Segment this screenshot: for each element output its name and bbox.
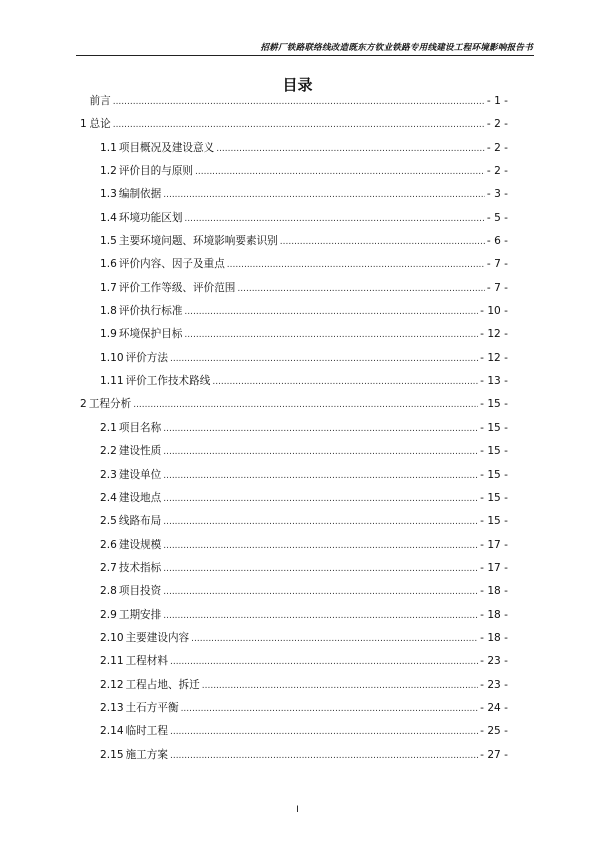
toc-entry-page: - 25 - bbox=[480, 725, 508, 738]
toc-entry[interactable] bbox=[80, 325, 508, 348]
toc-entry-number: 2.12 bbox=[100, 678, 124, 691]
toc-entry-label: 主要环境问题、环境影响要素识别 bbox=[118, 235, 278, 248]
toc-dot-leader bbox=[216, 140, 485, 159]
toc-entry-number: 1.3 bbox=[100, 188, 117, 201]
toc-entry-page: - 12 - bbox=[480, 351, 508, 364]
toc-entry-label: 土石方平衡 bbox=[125, 701, 179, 714]
toc-entry-number: 2.8 bbox=[100, 585, 117, 598]
toc-dot-leader bbox=[181, 700, 479, 719]
toc-entry-number: 1.5 bbox=[100, 235, 117, 248]
toc-entry[interactable] bbox=[80, 746, 508, 769]
toc-entry-number: 2.10 bbox=[100, 631, 124, 644]
toc-entry[interactable] bbox=[80, 512, 508, 535]
toc-dot-leader bbox=[163, 467, 478, 486]
toc-entry[interactable] bbox=[80, 395, 508, 418]
toc-entry-page: - 17 - bbox=[480, 538, 508, 551]
footer-page-number: I bbox=[296, 805, 299, 815]
toc-entry-page: - 2 - bbox=[486, 118, 508, 131]
toc-entry-label: 评价工作技术路线 bbox=[125, 375, 211, 388]
toc-entry-page: - 15 - bbox=[480, 421, 508, 434]
toc-dot-leader bbox=[227, 256, 485, 275]
running-header: 招耕厂铁路联络线改造既东方钦业铁路专用线建设工程环境影响报告书 bbox=[260, 43, 533, 53]
toc-dot-leader bbox=[170, 723, 478, 742]
toc-entry-number: 1.1 bbox=[100, 141, 117, 154]
toc-entry[interactable] bbox=[80, 489, 508, 512]
toc-entry[interactable] bbox=[80, 699, 508, 722]
toc-entry-page: - 10 - bbox=[480, 305, 508, 318]
toc-entry-page: - 24 - bbox=[480, 701, 508, 714]
toc-entry-label: 总论 bbox=[89, 118, 111, 131]
toc-entry-number: 2.5 bbox=[100, 515, 117, 528]
toc-entry[interactable] bbox=[80, 582, 508, 605]
toc-entry-number: 2.13 bbox=[100, 701, 124, 714]
toc-dot-leader bbox=[163, 560, 478, 579]
toc-entry-label: 项目概况及建设意义 bbox=[118, 141, 215, 154]
toc-entry-label: 临时工程 bbox=[125, 725, 168, 738]
toc-entry-number: 1.2 bbox=[100, 165, 117, 178]
toc-dot-leader bbox=[163, 607, 478, 626]
toc-entry-number: 2 bbox=[80, 398, 87, 411]
toc-entry-page: - 1 - bbox=[486, 95, 508, 107]
toc-entry-number: 2.6 bbox=[100, 538, 117, 551]
toc-entry-label: 评价执行标准 bbox=[118, 305, 183, 318]
toc-entry-number: 2.11 bbox=[100, 655, 124, 668]
toc-dot-leader bbox=[237, 280, 484, 299]
toc-entry-number: 1.4 bbox=[100, 211, 117, 224]
toc-entry[interactable] bbox=[80, 302, 508, 325]
toc-entry-label: 工程材料 bbox=[125, 655, 168, 668]
table-of-contents bbox=[80, 92, 508, 769]
toc-entry[interactable] bbox=[80, 722, 508, 745]
toc-entry[interactable] bbox=[80, 162, 508, 185]
toc-entry[interactable] bbox=[80, 419, 508, 442]
toc-dot-leader bbox=[163, 420, 478, 439]
toc-entry-number: 1 bbox=[80, 118, 87, 131]
toc-dot-leader bbox=[170, 350, 478, 369]
toc-entry[interactable] bbox=[80, 372, 508, 395]
toc-entry[interactable] bbox=[80, 349, 508, 372]
toc-title: 目录 bbox=[282, 76, 313, 94]
toc-dot-leader bbox=[195, 163, 485, 182]
toc-entry[interactable] bbox=[80, 466, 508, 489]
toc-dot-leader bbox=[184, 326, 478, 345]
toc-entry-page: - 18 - bbox=[480, 585, 508, 598]
toc-entry-number: 2.3 bbox=[100, 468, 117, 481]
toc-dot-leader bbox=[163, 186, 485, 205]
toc-entry-label: 建设单位 bbox=[118, 468, 162, 481]
toc-entry[interactable] bbox=[80, 559, 508, 582]
toc-dot-leader bbox=[163, 537, 478, 556]
toc-entry-label: 工期安排 bbox=[118, 608, 162, 621]
toc-dot-leader bbox=[202, 677, 478, 696]
toc-dot-leader bbox=[163, 583, 478, 602]
toc-entry-number: 2.4 bbox=[100, 491, 117, 504]
toc-entry-page: - 12 - bbox=[480, 328, 508, 341]
toc-entry-label: 主要建设内容 bbox=[125, 631, 190, 644]
toc-entry-number: 2.15 bbox=[100, 748, 124, 761]
toc-entry-page: - 6 - bbox=[486, 235, 508, 248]
toc-entry[interactable] bbox=[80, 442, 508, 465]
toc-entry[interactable] bbox=[80, 255, 508, 278]
toc-entry[interactable] bbox=[80, 606, 508, 629]
toc-entry-label: 前言 bbox=[89, 95, 111, 107]
toc-entry-label: 评价目的与原则 bbox=[118, 165, 194, 178]
toc-dot-leader bbox=[170, 653, 478, 672]
toc-entry-number: 1.6 bbox=[100, 258, 117, 271]
toc-entry-label: 评价方法 bbox=[125, 351, 168, 364]
toc-entry-page: - 23 - bbox=[480, 678, 508, 691]
toc-entry-page: - 15 - bbox=[480, 491, 508, 504]
toc-entry-label: 工程占地、拆迁 bbox=[125, 678, 200, 691]
toc-entry-page: - 7 - bbox=[486, 281, 508, 294]
toc-dot-leader bbox=[212, 373, 478, 392]
toc-entry-label: 建设性质 bbox=[118, 445, 162, 458]
toc-dot-leader bbox=[170, 747, 478, 766]
toc-dot-leader bbox=[133, 396, 478, 415]
toc-entry-page: - 7 - bbox=[486, 258, 508, 271]
toc-entry-label: 建设规模 bbox=[118, 538, 162, 551]
toc-entry[interactable] bbox=[80, 139, 508, 162]
toc-entry-number: 1.10 bbox=[100, 351, 124, 364]
toc-entry[interactable] bbox=[80, 279, 508, 302]
toc-entry-label: 线路布局 bbox=[118, 515, 162, 528]
toc-entry-number: 1.11 bbox=[100, 375, 124, 388]
toc-entry-page: - 23 - bbox=[480, 655, 508, 668]
toc-entry-label: 环境保护目标 bbox=[118, 328, 183, 341]
toc-entry-label: 评价工作等级、评价范围 bbox=[118, 281, 236, 294]
toc-entry-label: 评价内容、因子及重点 bbox=[118, 258, 225, 271]
toc-entry-page: - 18 - bbox=[480, 608, 508, 621]
toc-entry-label: 项目投资 bbox=[118, 585, 162, 598]
toc-entry-page: - 15 - bbox=[480, 515, 508, 528]
toc-entry-page: - 5 - bbox=[486, 211, 508, 224]
toc-entry-label: 项目名称 bbox=[118, 421, 162, 434]
toc-dot-leader bbox=[113, 93, 485, 112]
toc-entry-number: 2.14 bbox=[100, 725, 124, 738]
toc-entry-label: 建设地点 bbox=[118, 491, 162, 504]
toc-dot-leader bbox=[163, 513, 478, 532]
toc-entry-page: - 2 - bbox=[486, 141, 508, 154]
toc-entry-page: - 2 - bbox=[486, 165, 508, 178]
toc-entry[interactable] bbox=[80, 209, 508, 232]
toc-entry[interactable] bbox=[80, 185, 508, 208]
toc-entry-number: 2.2 bbox=[100, 445, 117, 458]
toc-entry[interactable] bbox=[80, 676, 508, 699]
toc-entry-label: 施工方案 bbox=[125, 748, 168, 761]
toc-entry-page: - 18 - bbox=[480, 631, 508, 644]
toc-entry[interactable] bbox=[80, 629, 508, 652]
toc-entry-label: 环境功能区划 bbox=[118, 211, 183, 224]
toc-entry-number: 1.7 bbox=[100, 281, 117, 294]
header-divider bbox=[76, 55, 534, 56]
toc-entry-label: 技术指标 bbox=[118, 561, 162, 574]
toc-entry-page: - 27 - bbox=[480, 748, 508, 761]
toc-entry[interactable] bbox=[80, 232, 508, 255]
toc-dot-leader bbox=[163, 490, 478, 509]
toc-entry-page: - 15 - bbox=[480, 398, 508, 411]
toc-dot-leader bbox=[184, 303, 478, 322]
toc-entry-number: 1.8 bbox=[100, 305, 117, 318]
toc-entry-number: 2.1 bbox=[100, 421, 117, 434]
toc-entry-number: 1.9 bbox=[100, 328, 117, 341]
toc-entry-label: 工程分析 bbox=[88, 398, 132, 411]
toc-entry-label: 编制依据 bbox=[118, 188, 162, 201]
toc-entry-number: 2.7 bbox=[100, 561, 117, 574]
toc-entry-page: - 17 - bbox=[480, 561, 508, 574]
toc-entry[interactable] bbox=[80, 92, 508, 115]
toc-dot-leader bbox=[184, 210, 484, 229]
toc-entry-page: - 15 - bbox=[480, 468, 508, 481]
toc-entry[interactable] bbox=[80, 536, 508, 559]
toc-entry-page: - 15 - bbox=[480, 445, 508, 458]
toc-entry[interactable] bbox=[80, 652, 508, 675]
toc-entry-page: - 3 - bbox=[486, 188, 508, 201]
toc-dot-leader bbox=[191, 630, 478, 649]
toc-entry[interactable] bbox=[80, 115, 508, 138]
toc-entry-page: - 13 - bbox=[480, 375, 508, 388]
toc-dot-leader bbox=[163, 443, 478, 462]
toc-entry-number: 2.9 bbox=[100, 608, 117, 621]
toc-dot-leader bbox=[280, 233, 485, 252]
toc-dot-leader bbox=[113, 116, 485, 135]
